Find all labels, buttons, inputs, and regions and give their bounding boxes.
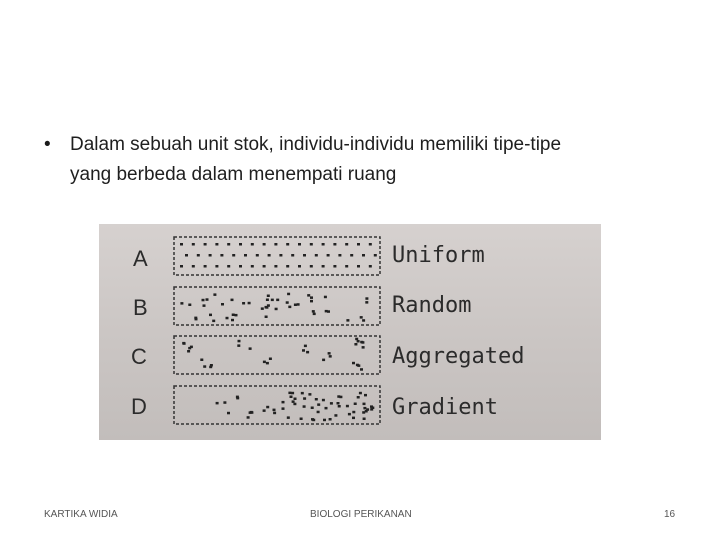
dot	[231, 319, 234, 322]
dot	[329, 355, 332, 358]
dot	[239, 265, 242, 268]
dot	[232, 314, 235, 317]
dot	[310, 296, 313, 299]
dot	[322, 359, 325, 362]
dot	[267, 304, 270, 307]
dot	[348, 413, 351, 416]
dot	[195, 318, 198, 321]
dot	[248, 302, 251, 305]
dot	[271, 299, 274, 302]
dot	[370, 408, 373, 411]
dot	[256, 254, 259, 257]
dot	[180, 302, 183, 305]
dot	[247, 416, 250, 419]
dot	[220, 254, 223, 257]
dot	[213, 293, 216, 296]
row-label: Random	[392, 293, 472, 318]
dot	[328, 352, 331, 355]
dot	[307, 294, 310, 297]
dot	[298, 265, 301, 268]
dot	[188, 347, 191, 350]
dot	[282, 401, 285, 404]
bullet-item	[44, 130, 684, 190]
row-letter: C	[131, 344, 147, 369]
row-letter: D	[131, 394, 147, 419]
dot	[200, 359, 203, 362]
dot	[369, 265, 372, 268]
dot	[301, 392, 304, 395]
dot	[334, 414, 337, 417]
dot	[303, 405, 306, 408]
dot	[282, 407, 285, 410]
dot	[250, 411, 253, 414]
dot	[317, 411, 320, 414]
dot	[275, 308, 278, 311]
dot	[350, 254, 353, 257]
dot	[286, 301, 289, 304]
pattern-box	[174, 336, 380, 374]
dot	[288, 392, 291, 395]
dot	[293, 403, 296, 406]
dot	[338, 254, 341, 257]
dot	[317, 403, 320, 406]
dot	[362, 411, 365, 414]
dot	[323, 419, 326, 422]
dot	[356, 364, 359, 367]
dot	[297, 303, 300, 306]
dot	[227, 265, 230, 268]
dot	[209, 366, 212, 369]
dot	[365, 301, 368, 304]
dot	[185, 254, 188, 257]
dot	[209, 254, 212, 257]
dot	[329, 418, 332, 421]
bullet-text-line-1: Dalam sebuah unit stok, individu-individu memiliki tipe-tipe	[70, 134, 562, 155]
dot	[266, 362, 269, 365]
dot	[363, 403, 366, 406]
dot	[352, 411, 355, 414]
dot	[287, 416, 290, 419]
distribution-patterns-figure	[99, 224, 601, 440]
pattern-box	[174, 386, 380, 424]
dot	[263, 243, 266, 246]
dot	[303, 397, 306, 400]
dot	[357, 243, 360, 246]
dot	[337, 402, 340, 405]
dot	[267, 295, 270, 298]
dot	[204, 243, 207, 246]
dot	[364, 394, 367, 397]
dot	[202, 299, 205, 302]
dot	[361, 341, 364, 344]
dot-cluster	[216, 392, 375, 422]
dot	[302, 349, 305, 352]
dot	[333, 265, 336, 268]
dot	[303, 254, 306, 257]
dot	[290, 396, 293, 399]
figure-row-uniform	[133, 237, 485, 275]
dot	[287, 293, 290, 296]
dot	[354, 343, 357, 346]
footer-author: KARTIKA WIDIA	[44, 509, 118, 520]
row-letter: A	[133, 246, 148, 271]
dot	[312, 310, 315, 313]
dot	[345, 243, 348, 246]
dot	[362, 319, 365, 322]
dot	[333, 243, 336, 246]
dot	[374, 254, 377, 257]
dot	[366, 408, 369, 411]
dot	[352, 362, 355, 365]
dot-cluster	[182, 338, 364, 371]
dot	[215, 265, 218, 268]
dot	[346, 319, 349, 322]
dot	[315, 254, 318, 257]
dot	[362, 346, 365, 349]
dot	[226, 317, 229, 320]
dot	[192, 243, 195, 246]
dot	[310, 300, 313, 303]
dot	[227, 412, 230, 415]
dot	[359, 392, 362, 395]
dot	[308, 393, 311, 396]
dot	[363, 418, 366, 421]
dot	[292, 400, 295, 403]
dot	[286, 265, 289, 268]
footer-course: BIOLOGI PERIKANAN	[310, 509, 412, 520]
row-label: Aggregated	[392, 344, 525, 369]
dot	[330, 402, 333, 405]
dot	[235, 314, 238, 317]
dot	[274, 243, 277, 246]
dot	[263, 409, 266, 412]
dot	[180, 243, 183, 246]
dot	[215, 243, 218, 246]
dot	[322, 399, 325, 402]
dot	[300, 418, 303, 421]
dot	[249, 347, 252, 350]
dot	[294, 304, 297, 307]
dot	[311, 407, 314, 410]
dot	[310, 265, 313, 268]
figure-row-aggregated	[131, 336, 524, 374]
dot	[187, 350, 190, 353]
dot	[360, 368, 363, 371]
dot	[286, 243, 289, 246]
dot	[188, 304, 191, 307]
dot	[242, 302, 245, 305]
bullet-marker: •	[44, 134, 51, 155]
dot	[269, 358, 272, 361]
distribution-patterns-photo	[99, 224, 601, 440]
dot	[180, 265, 183, 268]
dot	[266, 299, 269, 302]
dot	[291, 254, 294, 257]
bullet-text	[70, 130, 561, 190]
dot	[294, 398, 297, 401]
dot	[345, 265, 348, 268]
dot	[365, 297, 368, 300]
dot	[324, 296, 327, 299]
dot	[354, 403, 357, 406]
dot	[357, 265, 360, 268]
dot	[298, 243, 301, 246]
row-label: Uniform	[392, 243, 485, 268]
dot	[362, 254, 365, 257]
dot	[355, 338, 358, 341]
dot	[276, 299, 279, 302]
dot	[312, 419, 315, 422]
dot	[273, 409, 276, 412]
dot	[261, 307, 264, 310]
dot	[204, 265, 207, 268]
dot	[274, 265, 277, 268]
dot	[268, 254, 271, 257]
dot	[263, 361, 266, 364]
dot	[221, 303, 224, 306]
dot	[291, 392, 294, 395]
dot	[203, 365, 206, 368]
dot	[357, 396, 360, 399]
dot	[192, 265, 195, 268]
dot	[232, 254, 235, 257]
dot	[357, 340, 360, 343]
dot	[338, 405, 341, 408]
dot	[227, 243, 230, 246]
slide-number: 16	[664, 509, 676, 520]
dot	[266, 406, 269, 409]
dot	[288, 306, 291, 309]
dot	[306, 351, 309, 354]
dot	[223, 401, 226, 404]
dot	[346, 405, 349, 408]
dot	[327, 254, 330, 257]
dot	[206, 298, 209, 301]
dot	[236, 397, 239, 400]
dot	[369, 243, 372, 246]
dot	[238, 340, 241, 343]
dot	[251, 265, 254, 268]
dot	[304, 345, 307, 348]
figure-row-gradient	[131, 386, 498, 424]
dot	[251, 243, 254, 246]
dot	[322, 243, 325, 246]
row-letter: B	[133, 295, 148, 320]
dot	[263, 265, 266, 268]
dot	[239, 243, 242, 246]
dot-cluster	[180, 293, 368, 322]
row-label: Gradient	[392, 395, 498, 420]
dot	[322, 265, 325, 268]
dot	[279, 254, 282, 257]
dot	[244, 254, 247, 257]
dot	[325, 310, 328, 313]
bullet-text-line-2: yang berbeda dalam menempati ruang	[70, 164, 397, 185]
dot-cluster	[180, 243, 377, 268]
bullet-block	[44, 130, 684, 190]
dot	[203, 304, 206, 307]
dot	[212, 320, 215, 323]
dot	[216, 402, 219, 405]
dot	[265, 316, 268, 319]
dot	[360, 316, 363, 319]
dot	[237, 344, 240, 347]
dot	[273, 412, 276, 415]
dot	[197, 254, 200, 257]
figure-row-random	[133, 287, 471, 325]
dot	[370, 405, 373, 408]
dot	[363, 407, 366, 410]
dot	[209, 314, 212, 317]
dot	[352, 417, 355, 420]
dot	[315, 398, 318, 401]
pattern-box	[174, 237, 380, 275]
dot	[231, 299, 234, 302]
dot	[310, 243, 313, 246]
dot	[325, 407, 328, 410]
dot	[339, 396, 342, 399]
dot	[183, 342, 186, 345]
dot	[313, 313, 316, 316]
